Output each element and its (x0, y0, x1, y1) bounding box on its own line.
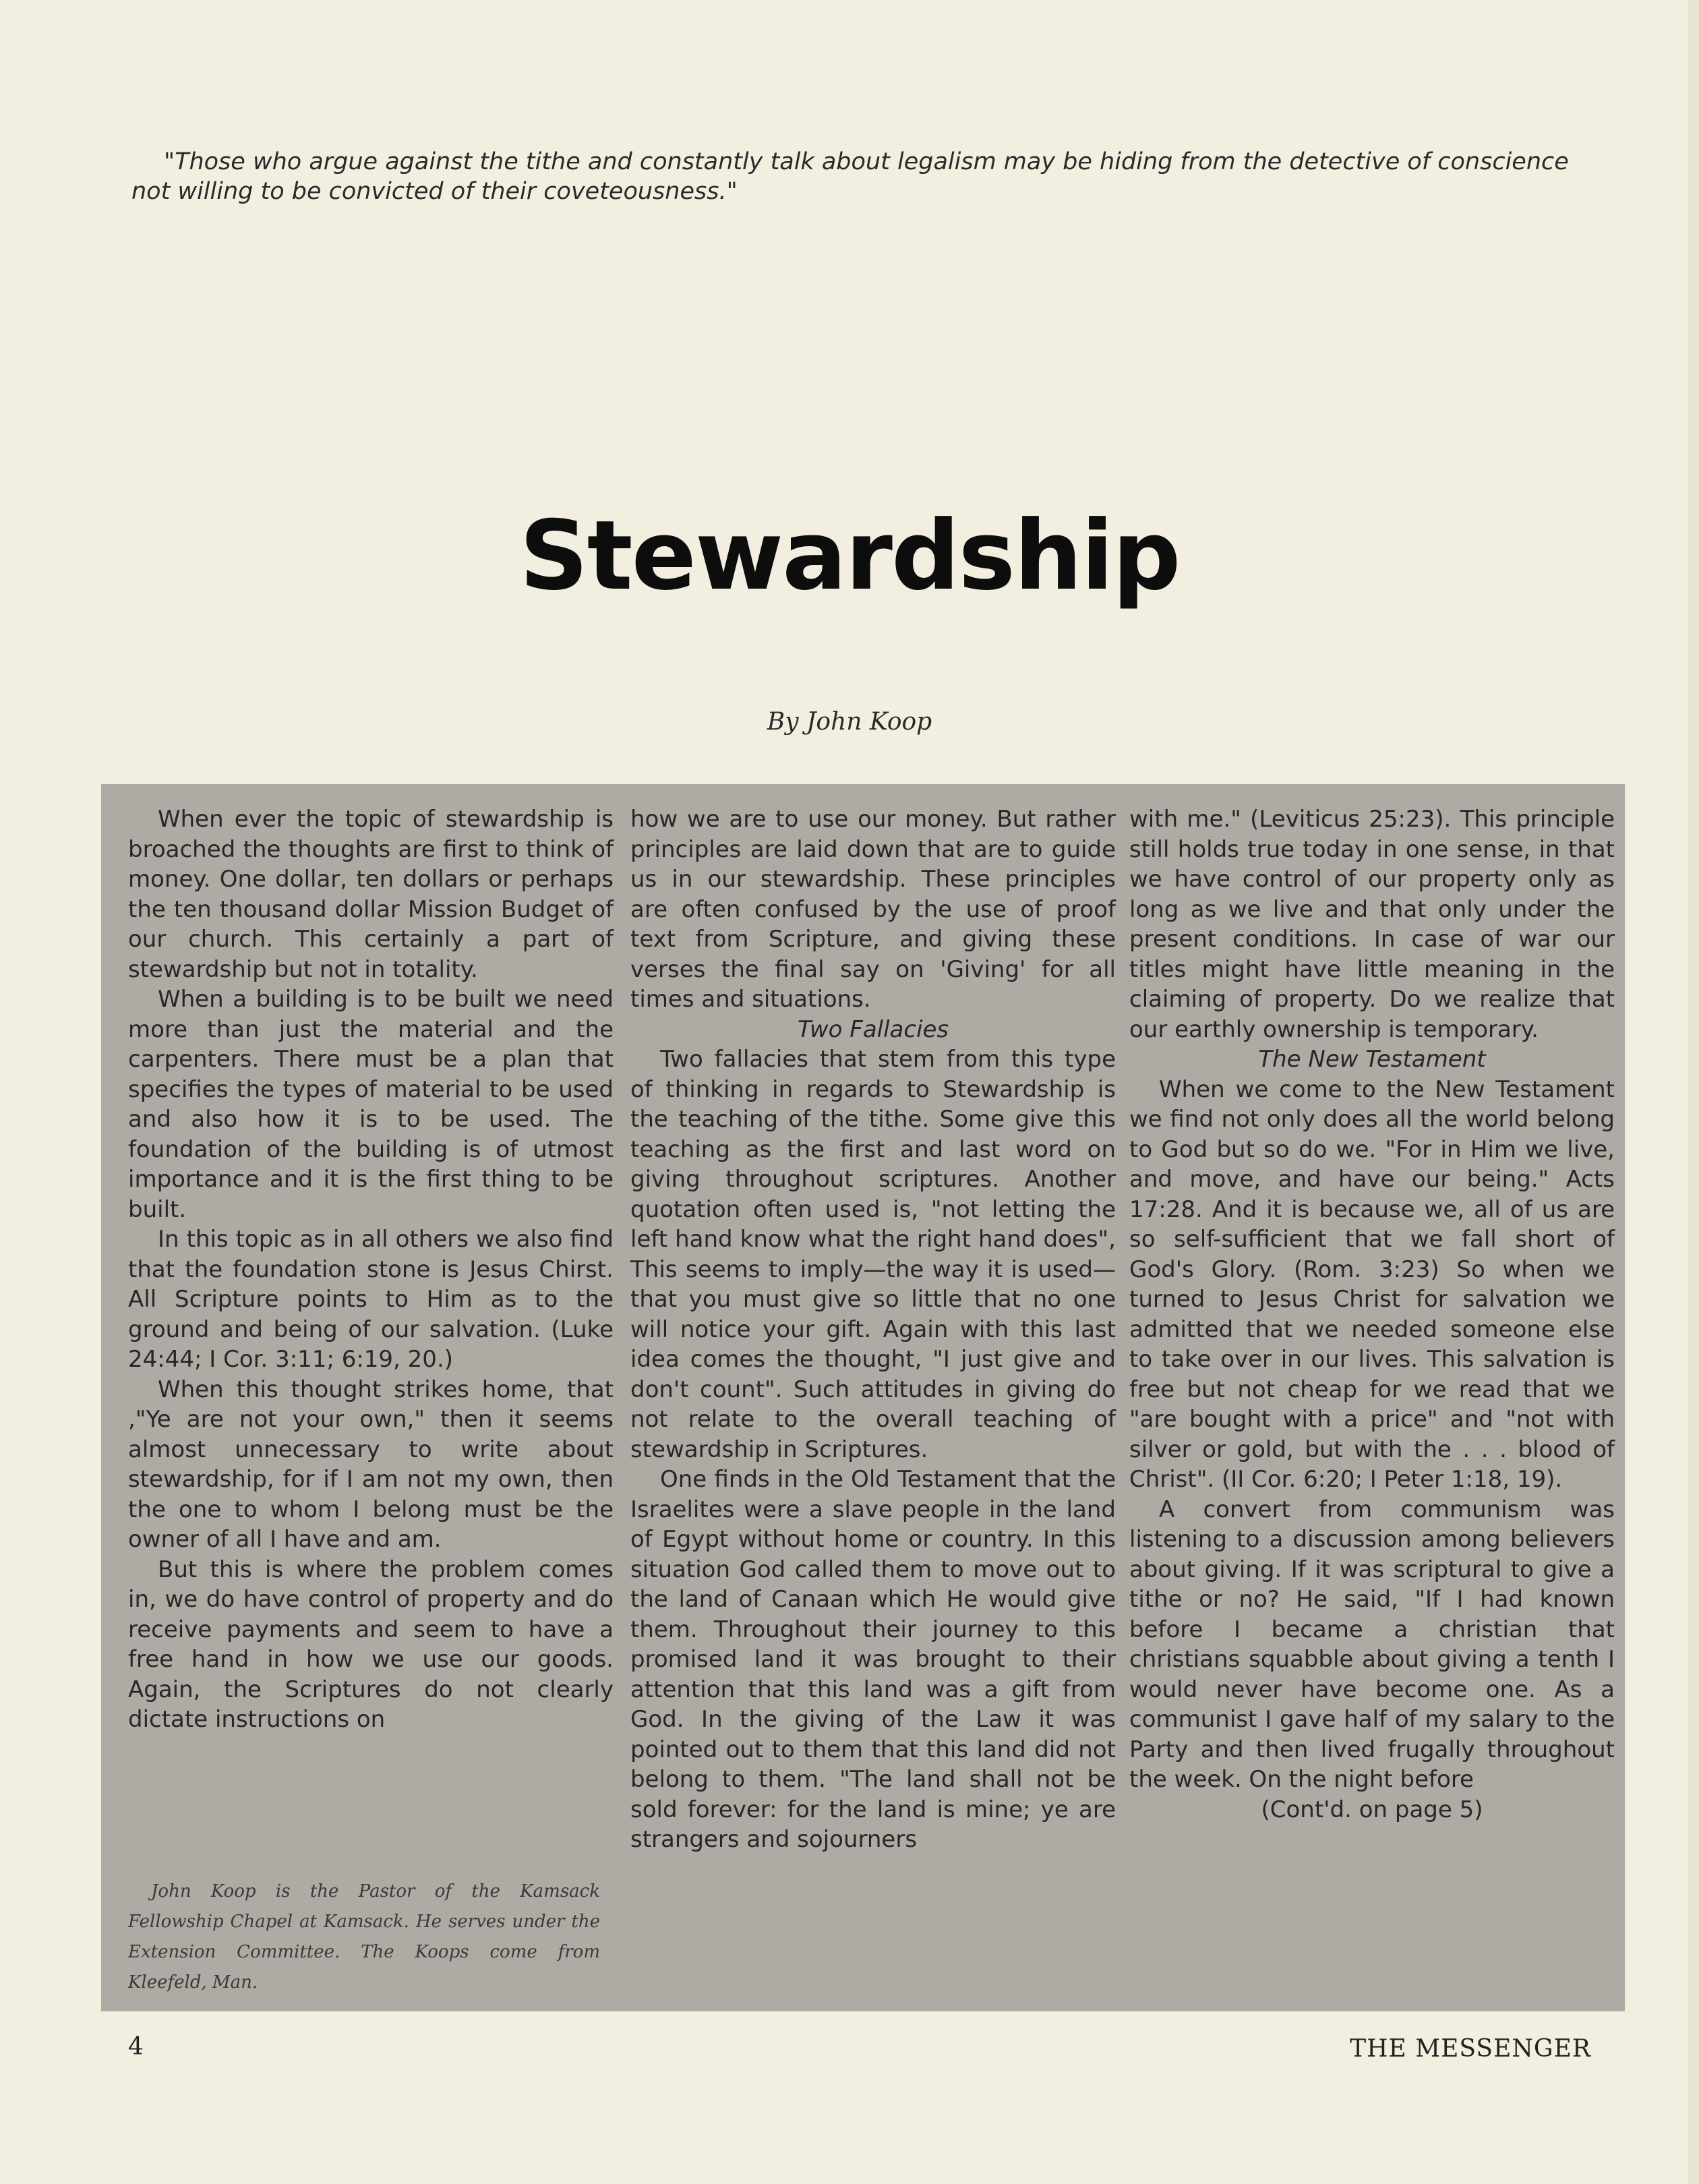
column-3 (1129, 804, 1615, 1825)
page-edge (1688, 0, 1699, 2184)
author-bio: John Koop is the Pastor of the Kamsack Fellowship Chapel at Kamsack. He serves under the Extension Committee. The Koops come from Kleefeld, Man. (128, 1881, 600, 1993)
paragraph: When this thought strikes home, that ,"Ye are not your own," then it seems almost unnecessary to write about stewardship, for if I am not my own, then the one to whom I belong must be the owner of all I have and am. (128, 1376, 614, 1553)
paragraph: with me." (Leviticus 25:23). This principle still holds true today in one sense, in that we have control of our property only as long as we live and that only under the present conditions. In case of war our titles might have little meaning in the claiming of property. Do we realize that our earthly ownership is temporary. (1129, 806, 1615, 1043)
paragraph: When ever the topic of stewardship is broached the thoughts are first to think of money. One dollar, ten dollars or perhaps the ten thousand dollar Mission Budget of our church. This certainly a part of stewardship but not in totality. (128, 806, 614, 983)
column-1 (128, 804, 614, 1735)
page-number: 4 (128, 2033, 144, 2061)
paragraph: One finds in the Old Testament that the Israelites were a slave people in the land of Egypt without home or country. In this situation God called them to move out to the land of Canaan which He would give them. Throughout their journey to this promised land it was brought to their attention that this land was a gift from God. In the giving of the Law it was pointed out to them that this land did not belong to them. "The land shall not be sold forever: for the land is mine; ye are strangers and sojourners (630, 1466, 1116, 1853)
paragraph: When a building is to be built we need more than just the material and the carpenters. There must be a plan that specifies the types of material to be used and also how it is to be used. The foundation of the building is of utmost importance and it is the first thing to be built. (128, 986, 614, 1223)
article-body (101, 784, 1625, 2011)
paragraph: A convert from communism was listening to a discussion among believers about giving. If it was scriptural to give a tithe or no? He said, "If I had known before I became a christian that christians squabble about giving a tenth I would never have become one. As a communist I gave half of my salary to the Party and then lived frugally throughout the week. On the night before (1129, 1496, 1615, 1793)
byline: By John Koop (767, 708, 932, 736)
continued-notice: (Cont'd. on page 5) (1261, 1796, 1483, 1823)
paragraph: In this topic as in all others we also find that the foundation stone is Jesus Chirst. All Scripture points to Him as to the ground and being of our salvation. (Luke 24:44; I Cor. 3:11; 6:19, 20.) (128, 1226, 614, 1373)
article-title: Stewardship (519, 500, 1180, 612)
section-heading-two-fallacies: Two Fallacies (797, 1015, 949, 1043)
magazine-name: THE MESSENGER (1350, 2035, 1591, 2063)
column-2 (630, 804, 1116, 1855)
section-heading-new-testament: The New Testament (1258, 1046, 1486, 1073)
paragraph: But this is where the problem comes in, we do have control of property and do receive payments and seem to have a free hand in how we use our goods. Again, the Scriptures do not clearly dictate instructions on (128, 1556, 614, 1733)
pull-quote: "Those who argue against the tithe and constantly talk about legalism may be hiding from the detective of conscience not willing to be convicted of their coveteousness." (131, 148, 1569, 205)
paragraph: Two fallacies that stem from this type of thinking in regards to Stewardship is the teaching of the tithe. Some give this teaching as the first and last word on giving throughout scriptures. Another quotation often used is, "not letting the left hand know what the right hand does", This seems to imply—the way it is used—that you must give so little that no one will notice your gift. Again with this last idea comes the thought, "I just give and don't count". Such attitudes in giving do not relate to the overall teaching of stewardship in Scriptures. (630, 1046, 1116, 1463)
paragraph: When we come to the New Testament we find not only does all the world belong to God but so do we. "For in Him we live, and move, and have our being." Acts 17:28. And it is because we, all of us are so self-sufficient that we fall short of God's Glory. (Rom. 3:23) So when we turned to Jesus Christ for salvation we admitted that we needed someone else to take over in our lives. This salvation is free but not cheap for we read that we "are bought with a price" and "not with silver or gold, but with the . . . blood of Christ". (II Cor. 6:20; I Peter 1:18, 19). (1129, 1075, 1615, 1493)
paragraph: how we are to use our money. But rather principles are laid down that are to guide us in our stewardship. These principles are often confused by the use of proof text from Scripture, and giving these verses the final say on 'Giving' for all times and situations. (630, 806, 1116, 1013)
